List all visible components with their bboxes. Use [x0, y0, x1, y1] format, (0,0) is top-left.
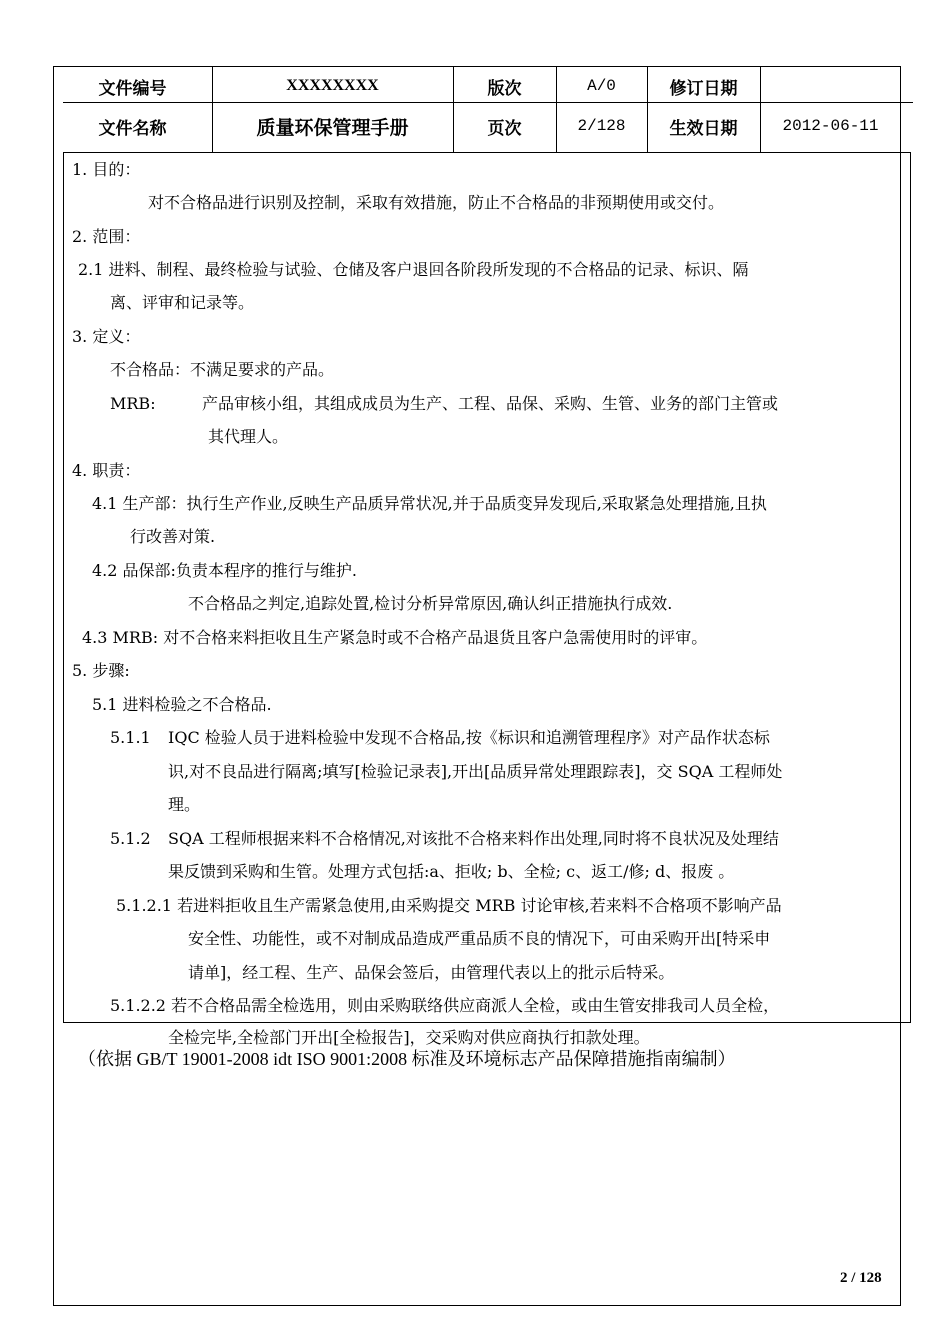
- body-line: IQC 检验人员于进料检验中发现不合格品,按《标识和追溯管理程序》对产品作状态标: [168, 728, 770, 747]
- revision-date-value: [760, 70, 901, 102]
- section-responsibility-heading: 4. 职责：: [72, 461, 141, 480]
- body-line: 请单]，经工程、生产、品保会签后，由管理代表以上的批示后特采。: [188, 963, 675, 982]
- body-line: 果反馈到采购和生管。处理方式包括:a、拒收; b、全检; c、返工/修; d、报废 。: [168, 862, 735, 881]
- page-number: 2 / 128: [840, 1270, 882, 1286]
- compilation-basis-note: （依据 GB/T 19001-2008 idt ISO 9001:2008 标准及环境标志产品保障措施指南编制）: [78, 1049, 736, 1069]
- body-line: 行改善对策.: [130, 527, 216, 546]
- body-line: 4.2 品保部:负责本程序的推行与维护.: [92, 561, 358, 580]
- body-line: 产品审核小组，其组成成员为生产、工程、品保、采购、生管、业务的部门主管或: [202, 394, 779, 413]
- doc-name-value: 质量环保管理手册: [256, 116, 409, 139]
- body-line: 不合格品之判定,追踪处置,检讨分析异常原因,确认纠正措施执行成效.: [188, 594, 673, 613]
- body-line: 5.1.2.1 若进料拒收且生产需紧急使用,由采购提交 MRB 讨论审核,若来料不合格项不影响产品: [116, 896, 782, 915]
- body-line: 离、评审和记录等。: [110, 293, 255, 312]
- section-scope-heading: 2. 范围：: [72, 227, 141, 246]
- body-line: 全检完毕,全检部门开出[全检报告]，交采购对供应商执行扣款处理。: [168, 1028, 650, 1047]
- body-line: 4.3 MRB: 对不合格来料拒收且生产紧急时或不合格产品退货且客户急需使用时的评审。: [82, 628, 708, 647]
- body-line: 对不合格品进行识别及控制，采取有效措施，防止不合格品的非预期使用或交付。: [148, 193, 725, 212]
- header-table: [53, 66, 901, 152]
- content-box: [63, 152, 911, 1023]
- body-line: 2.1 进料、制程、最终检验与试验、仓储及客户退回各阶段所发现的不合格品的记录、标识、隔: [78, 260, 749, 279]
- body-line: 安全性、功能性，或不对制成品造成严重品质不良的情况下，可由采购开出[特采申: [188, 929, 771, 948]
- page-value: 2/128: [577, 117, 626, 135]
- body-line: 识,对不良品进行隔离;填写[检验记录表],开出[品质异常处理跟踪表]，交 SQA 工程师处: [168, 762, 783, 781]
- section-definition-heading: 3. 定义：: [72, 327, 141, 346]
- revision-date-label: 修订日期: [669, 78, 738, 99]
- effective-date-label: 生效日期: [669, 118, 738, 139]
- doc-no-label: 文件编号: [98, 78, 167, 99]
- body-line: SQA 工程师根据来料不合格情况,对该批不合格来料作出处理,同时将不良状况及处理结: [168, 829, 779, 848]
- body-line: 5.1 进料检验之不合格品.: [92, 695, 272, 714]
- body-line: MRB:: [110, 394, 156, 413]
- effective-date-value: 2012-06-11: [782, 117, 879, 135]
- section-steps-heading: 5. 步骤:: [72, 661, 130, 680]
- body-line: 5.1.1: [110, 728, 151, 747]
- version-label: 版次: [487, 78, 522, 99]
- body-line: 4.1 生产部：执行生产作业,反映生产品质异常状况,并于品质变异发现后,采取紧急处理措施,且执: [92, 494, 767, 513]
- doc-no-value: XXXXXXXX: [286, 77, 379, 94]
- body-line: 其代理人。: [208, 427, 289, 446]
- body-line: 5.1.2: [110, 829, 151, 848]
- body-line: 5.1.2.2 若不合格品需全检选用，则由采购联络供应商派人全检，或由生管安排我司人员全检，: [110, 996, 780, 1015]
- section-purpose-heading: 1. 目的：: [72, 160, 141, 179]
- body-line: 不合格品：不满足要求的产品。: [110, 360, 335, 379]
- page-label: 页次: [487, 118, 522, 139]
- version-value: A/0: [587, 77, 616, 95]
- body-line: 理。: [168, 795, 201, 814]
- doc-name-label: 文件名称: [98, 118, 167, 139]
